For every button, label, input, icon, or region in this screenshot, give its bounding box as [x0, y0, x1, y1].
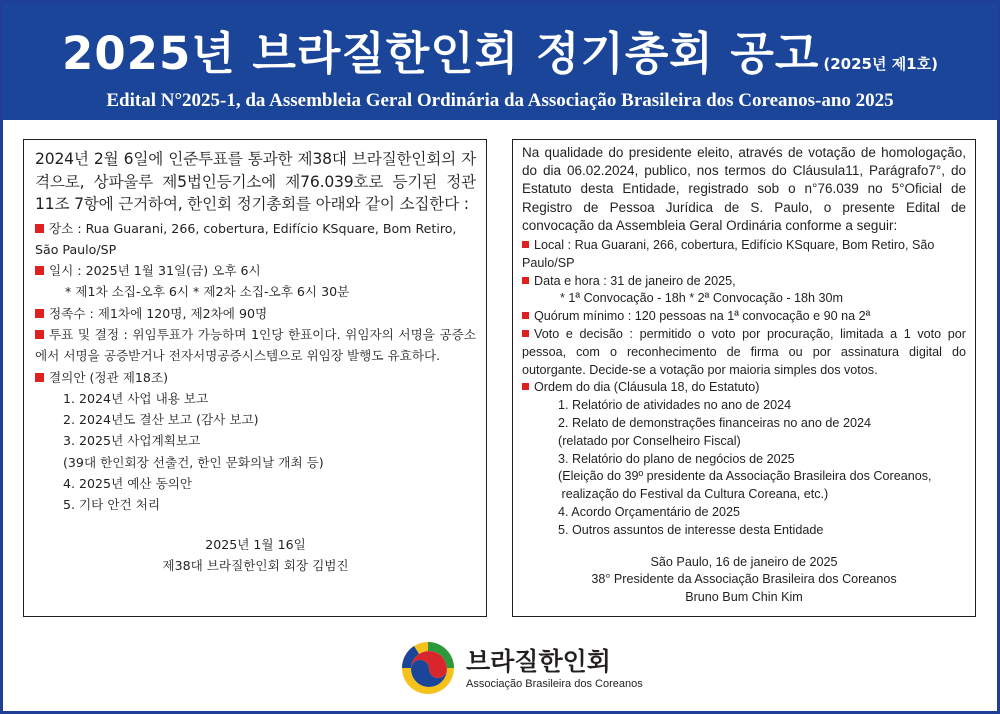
portuguese-agenda-title: Ordem do dia (Cláusula 18, do Estatuto) — [534, 380, 760, 395]
korean-agenda-title-item — [35, 367, 476, 388]
portuguese-agenda-list — [522, 397, 966, 539]
portuguese-datetime-item — [522, 273, 966, 291]
portuguese-signature-name: Bruno Bum Chin Kim — [685, 590, 803, 605]
notice-subtitle-portuguese: Edital N°2025-1, da Assembleia Geral Ordinária da Associação Brasileira dos Coreanos-ano 2025 — [106, 90, 894, 111]
portuguese-quorum: Quórum mínimo : 120 pessoas na 1ª convocação e 90 na 2ª — [534, 309, 871, 324]
square-bullet-icon — [522, 330, 529, 337]
korean-vote-item — [35, 324, 476, 367]
korean-intro: 2024년 2월 6일에 인준투표를 통과한 제38대 브라질한인회의 자격으로, 상파울루 제5법인등기소에 제76.039호로 등기된 정관 11조 7항에 근거하여, 한인회 정기총회를 아래와 같이 소집한다 : — [35, 150, 476, 213]
korean-agenda-item: 2. 2024년도 결산 보고 (감사 보고) — [63, 412, 259, 428]
korean-notice-box — [23, 139, 487, 617]
portuguese-place-item — [522, 237, 966, 273]
logo-english-name: Associação Brasileira dos Coreanos — [466, 678, 643, 690]
portuguese-place: Local : Rua Guarani, 266, cobertura, Edifício KSquare, Bom Retiro, São Paulo/SP — [522, 238, 935, 270]
square-bullet-icon — [522, 277, 529, 284]
korean-date: 2025년 1월 16일 — [205, 536, 306, 552]
korean-place: 장소 : Rua Guarani, 266, cobertura, Edifício KSquare, Bom Retiro, São Paulo/SP — [35, 220, 457, 257]
korean-agenda-item: 4. 2025년 예산 동의안 — [63, 476, 193, 492]
portuguese-quorum-item — [522, 308, 966, 326]
square-bullet-icon — [35, 330, 44, 339]
portuguese-vote-item — [522, 326, 966, 379]
square-bullet-icon — [522, 241, 529, 248]
portuguese-signature-title: 38° Presidente da Associação Brasileira dos Coreanos — [591, 572, 897, 587]
portuguese-datetime: Data e hora : 31 de janeiro de 2025, — [534, 273, 736, 288]
square-bullet-icon — [522, 383, 529, 390]
portuguese-agenda-item: 3. Relatório do plano de negócios de 2025 — [558, 451, 795, 466]
korean-signature-block — [35, 534, 476, 576]
square-bullet-icon — [35, 373, 44, 382]
korean-agenda-item: 3. 2025년 사업계획보고 — [63, 433, 201, 449]
portuguese-notice-box — [512, 139, 976, 617]
taegeuk-logo-icon — [400, 640, 456, 696]
portuguese-agenda-item: 5. Outros assuntos de interesse desta Entidade — [558, 522, 824, 537]
portuguese-datetime-detail: * 1ª Convocação - 18h * 2ª Convocação - 18h 30m — [560, 291, 844, 306]
portuguese-intro: Na qualidade do presidente eleito, através de votação de homologação, do dia 06.02.2024, publico, nos termos do Cláusula11, Parágrafo7°, do Estatuto desta Entidade, registrado sob o n°76.039 no 5°Oficial de Registro de Pessoa Jurídica de S. Paulo, o presente Edital de convocação da Assembleia Geral Ordinária conforme a seguir: — [522, 145, 966, 233]
korean-datetime: 일시 : 2025년 1월 31일(금) 오후 6시 — [49, 263, 261, 279]
association-logo — [400, 638, 643, 698]
square-bullet-icon — [35, 309, 44, 318]
logo-korean-name: 브라질한인회 — [466, 647, 611, 676]
korean-signature: 제38대 브라질한인회 회장 김범진 — [162, 557, 349, 573]
portuguese-agenda-item: 2. Relato de demonstrações financeiras no ano de 2024 — [558, 415, 871, 430]
korean-vote: 투표 및 결정 : 위임투표가 가능하며 1인당 한표이다. 위임자의 서명을 공증소에서 서명을 공증받거나 전자서명공증시스템으로 위임장 발행도 유효하다. — [35, 326, 476, 364]
korean-agenda-list — [35, 388, 476, 516]
title-row — [3, 17, 997, 82]
korean-place-item — [35, 218, 476, 261]
portuguese-date: São Paulo, 16 de janeiro de 2025 — [650, 554, 838, 569]
header-banner — [3, 3, 997, 120]
portuguese-agenda-item: 1. Relatório de atividades no ano de 2024 — [558, 398, 792, 413]
portuguese-signature-block — [522, 554, 966, 607]
korean-agenda-item: 1. 2024년 사업 내용 보고 — [63, 390, 209, 406]
portuguese-agenda-item: (Eleição do 39º presidente da Associação Brasileira dos Coreanos, — [558, 469, 932, 484]
notice-title: 2025년 브라질한인회 정기총회 공고 — [62, 27, 820, 80]
korean-agenda-item: 5. 기타 안건 처리 — [63, 497, 161, 513]
portuguese-agenda-title-item — [522, 379, 966, 397]
korean-quorum: 정족수 : 제1차에 120명, 제2차에 90명 — [49, 305, 268, 321]
square-bullet-icon — [35, 266, 44, 275]
korean-agenda-item: (39대 한인회장 선출건, 한인 문화의날 개최 등) — [63, 454, 324, 470]
korean-quorum-item — [35, 303, 476, 324]
portuguese-agenda-item: 4. Acordo Orçamentário de 2025 — [558, 504, 741, 519]
portuguese-agenda-item: (relatado por Conselheiro Fiscal) — [558, 433, 741, 448]
square-bullet-icon — [35, 224, 44, 233]
portuguese-vote: Voto e decisão : permitido o voto por procuração, limitada a 1 voto por pessoa, com o reconhecimento de firma ou por assinatura digital do outorgante. Decide-se a votação por maioria simples dos votos. — [522, 327, 966, 377]
portuguese-agenda-item: realização do Festival da Cultura Coreana, etc.) — [558, 487, 829, 502]
korean-datetime-item — [35, 260, 476, 281]
square-bullet-icon — [522, 312, 529, 319]
korean-datetime-detail: * 제1차 소집-오후 6시 * 제2차 소집-오후 6시 30분 — [65, 284, 350, 300]
korean-agenda-title: 결의안 (정관 제18조) — [49, 369, 169, 385]
notice-issue-number: (2025년 제1호) — [823, 55, 938, 73]
